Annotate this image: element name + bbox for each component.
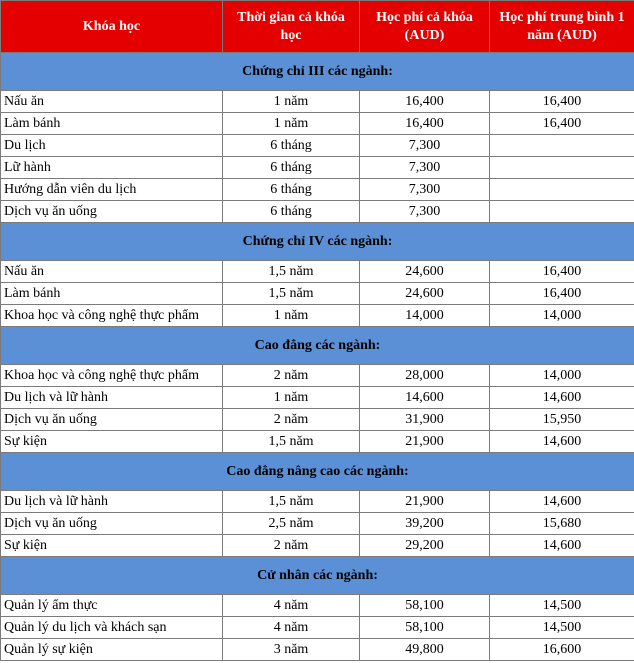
- annual-fee-cell: 16,400: [490, 283, 634, 305]
- annual-fee-cell: 14,500: [490, 595, 634, 617]
- course-name-cell: Du lịch: [1, 135, 223, 157]
- course-name-cell: Dịch vụ ăn uống: [1, 201, 223, 223]
- annual-fee-cell: [490, 179, 634, 201]
- annual-fee-cell: 14,000: [490, 305, 634, 327]
- annual-fee-cell: 14,500: [490, 617, 634, 639]
- total-fee-cell: 7,300: [360, 157, 490, 179]
- duration-cell: 6 tháng: [223, 135, 360, 157]
- annual-fee-cell: [490, 135, 634, 157]
- table-row: [1, 387, 634, 409]
- course-name-cell: Dịch vụ ăn uống: [1, 409, 223, 431]
- table-row: [1, 157, 634, 179]
- total-fee-cell: 7,300: [360, 179, 490, 201]
- course-name-cell: Nấu ăn: [1, 91, 223, 113]
- section-title: Chứng chỉ IV các ngành:: [1, 223, 634, 261]
- total-fee-cell: 14,600: [360, 387, 490, 409]
- total-fee-cell: 7,300: [360, 135, 490, 157]
- course-name-cell: Du lịch và lữ hành: [1, 491, 223, 513]
- course-name-cell: Dịch vụ ăn uống: [1, 513, 223, 535]
- annual-fee-cell: 15,950: [490, 409, 634, 431]
- course-name-cell: Sự kiện: [1, 431, 223, 453]
- duration-cell: 1 năm: [223, 387, 360, 409]
- header-course: Khóa học: [1, 1, 223, 53]
- table-row: [1, 535, 634, 557]
- course-name-cell: Nấu ăn: [1, 261, 223, 283]
- annual-fee-cell: 14,600: [490, 431, 634, 453]
- table-row: [1, 595, 634, 617]
- annual-fee-cell: [490, 157, 634, 179]
- duration-cell: 1,5 năm: [223, 283, 360, 305]
- annual-fee-cell: [490, 201, 634, 223]
- course-name-cell: Lữ hành: [1, 157, 223, 179]
- table-row: [1, 409, 634, 431]
- total-fee-cell: 14,000: [360, 305, 490, 327]
- total-fee-cell: 58,100: [360, 595, 490, 617]
- duration-cell: 1,5 năm: [223, 261, 360, 283]
- course-name-cell: Quản lý ẩm thực: [1, 595, 223, 617]
- total-fee-cell: 58,100: [360, 617, 490, 639]
- total-fee-cell: 7,300: [360, 201, 490, 223]
- table-row: [1, 639, 634, 661]
- table-row: [1, 365, 634, 387]
- course-name-cell: Sự kiện: [1, 535, 223, 557]
- annual-fee-cell: 15,680: [490, 513, 634, 535]
- duration-cell: 4 năm: [223, 595, 360, 617]
- total-fee-cell: 16,400: [360, 91, 490, 113]
- duration-cell: 1 năm: [223, 305, 360, 327]
- table-row: [1, 491, 634, 513]
- table-row: [1, 513, 634, 535]
- section-header-row: [1, 327, 634, 365]
- table-row: [1, 283, 634, 305]
- table-row: [1, 431, 634, 453]
- table-row: [1, 113, 634, 135]
- annual-fee-cell: 16,400: [490, 113, 634, 135]
- annual-fee-cell: 14,000: [490, 365, 634, 387]
- total-fee-cell: 21,900: [360, 491, 490, 513]
- duration-cell: 2 năm: [223, 409, 360, 431]
- total-fee-cell: 39,200: [360, 513, 490, 535]
- table-row: [1, 617, 634, 639]
- duration-cell: 2 năm: [223, 535, 360, 557]
- annual-fee-cell: 16,400: [490, 261, 634, 283]
- annual-fee-cell: 14,600: [490, 387, 634, 409]
- section-title: Cử nhân các ngành:: [1, 557, 634, 595]
- course-name-cell: Quản lý du lịch và khách sạn: [1, 617, 223, 639]
- table-row: [1, 201, 634, 223]
- duration-cell: 6 tháng: [223, 179, 360, 201]
- annual-fee-cell: 14,600: [490, 535, 634, 557]
- duration-cell: 4 năm: [223, 617, 360, 639]
- course-name-cell: Khoa học và công nghệ thực phẩm: [1, 305, 223, 327]
- header-total-fee: Học phí cả khóa (AUD): [360, 1, 490, 53]
- table-row: [1, 305, 634, 327]
- duration-cell: 6 tháng: [223, 157, 360, 179]
- table-row: [1, 261, 634, 283]
- course-name-cell: Làm bánh: [1, 283, 223, 305]
- course-name-cell: Quản lý sự kiện: [1, 639, 223, 661]
- duration-cell: 2,5 năm: [223, 513, 360, 535]
- duration-cell: 6 tháng: [223, 201, 360, 223]
- table-row: [1, 179, 634, 201]
- total-fee-cell: 24,600: [360, 261, 490, 283]
- annual-fee-cell: 16,400: [490, 91, 634, 113]
- duration-cell: 1 năm: [223, 91, 360, 113]
- total-fee-cell: 29,200: [360, 535, 490, 557]
- duration-cell: 3 năm: [223, 639, 360, 661]
- total-fee-cell: 49,800: [360, 639, 490, 661]
- course-name-cell: Hướng dẫn viên du lịch: [1, 179, 223, 201]
- section-header-row: [1, 557, 634, 595]
- total-fee-cell: 16,400: [360, 113, 490, 135]
- table-row: [1, 135, 634, 157]
- total-fee-cell: 28,000: [360, 365, 490, 387]
- total-fee-cell: 31,900: [360, 409, 490, 431]
- duration-cell: 2 năm: [223, 365, 360, 387]
- course-name-cell: Du lịch và lữ hành: [1, 387, 223, 409]
- table-row: [1, 91, 634, 113]
- header-annual-fee: Học phí trung bình 1 năm (AUD): [490, 1, 634, 53]
- section-title: Cao đẳng các ngành:: [1, 327, 634, 365]
- duration-cell: 1,5 năm: [223, 491, 360, 513]
- section-title: Chứng chỉ III các ngành:: [1, 53, 634, 91]
- total-fee-cell: 24,600: [360, 283, 490, 305]
- table-body: [1, 53, 634, 661]
- total-fee-cell: 21,900: [360, 431, 490, 453]
- annual-fee-cell: 14,600: [490, 491, 634, 513]
- annual-fee-cell: 16,600: [490, 639, 634, 661]
- duration-cell: 1,5 năm: [223, 431, 360, 453]
- duration-cell: 1 năm: [223, 113, 360, 135]
- section-header-row: [1, 453, 634, 491]
- section-header-row: [1, 223, 634, 261]
- section-header-row: [1, 53, 634, 91]
- section-title: Cao đẳng nâng cao các ngành:: [1, 453, 634, 491]
- course-name-cell: Làm bánh: [1, 113, 223, 135]
- header-row: [1, 1, 634, 53]
- header-duration: Thời gian cả khóa học: [223, 1, 360, 53]
- course-name-cell: Khoa học và công nghệ thực phẩm: [1, 365, 223, 387]
